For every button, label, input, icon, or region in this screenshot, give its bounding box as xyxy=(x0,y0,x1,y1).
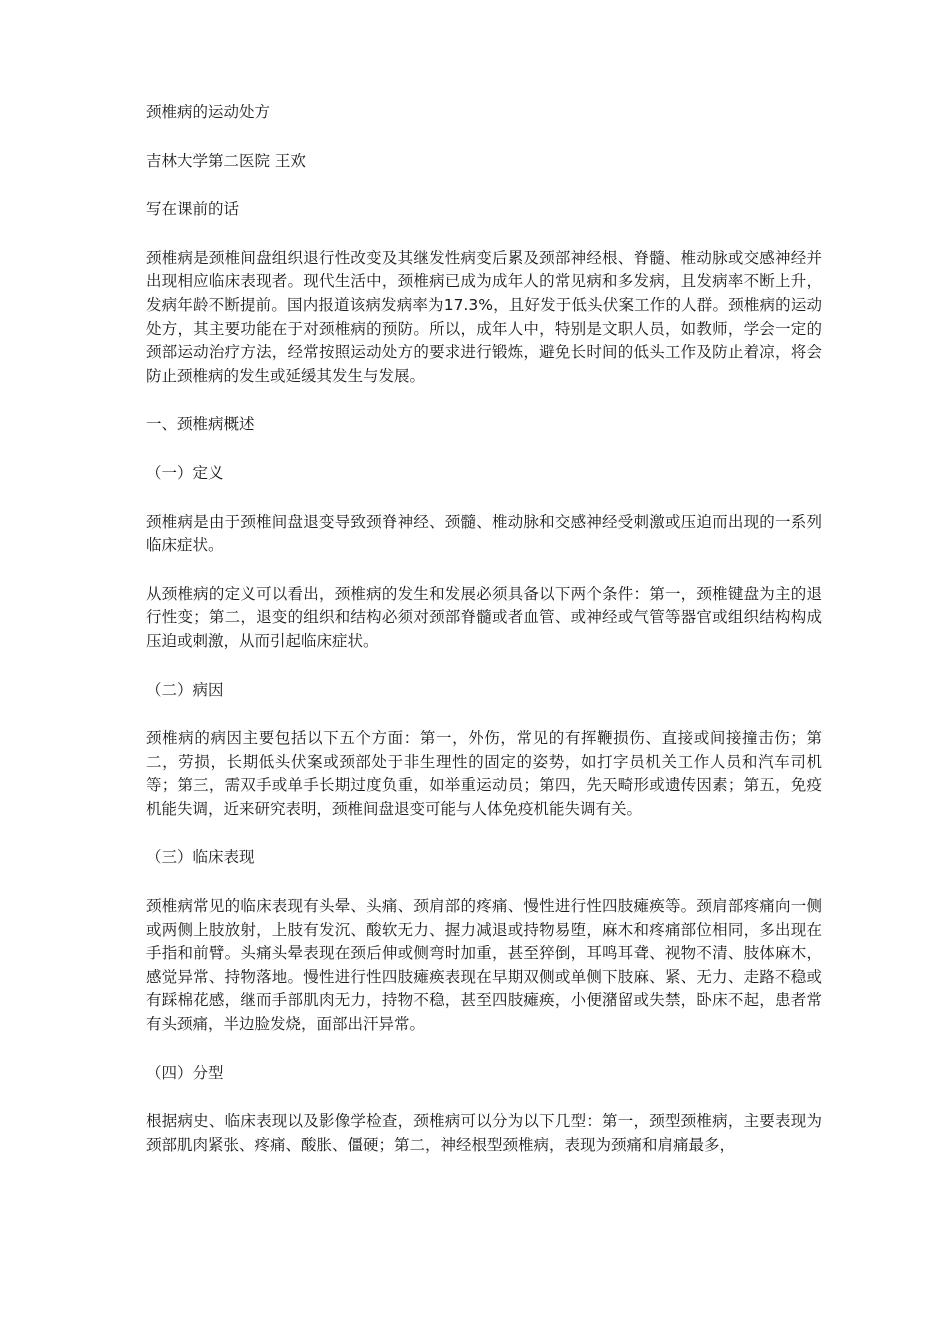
intro-paragraph: 颈椎病是颈椎间盘组织退行性改变及其继发性病变后累及颈部神经根、脊髓、椎动脉或交感神经并出现相应临床表现者。现代生活中，颈椎病已成为成年人的常见病和多发病，且发病率不断上升，发病年龄不断提前。国内报道该病发病率为17.3%，且好发于低头伏案工作的人群。颈椎病的运动处方，其主要功能在于对颈椎病的预防。所以，成年人中，特别是文职人员，如教师，学会一定的颈部运动治疗方法，经常按照运动处方的要求进行锻炼，避免长时间的低头工作及防止着凉，将会防止颈椎病的发生或延缓其发生与发展。 xyxy=(146,248,822,385)
definition-conditions-paragraph: 从颈椎病的定义可以看出，颈椎病的发生和发展必须具备以下两个条件：第一，颈椎键盘为主的退行性变；第二，退变的组织和结构必须对颈部脊髓或者血管、或神经或气管等器官或组织结构构成压迫或刺激，从而引起临床症状。 xyxy=(146,584,822,650)
subsection-heading-symptoms: （三）临床表现 xyxy=(146,848,255,867)
symptoms-paragraph: 颈椎病常见的临床表现有头晕、头痛、颈肩部的疼痛、慢性进行性四肢瘫痪等。颈肩部疼痛向一侧或两侧上肢放射，上肢有发沉、酸软无力、握力减退或持物易堕，麻木和疼痛部位相同，多出现在手指和前臂。头痛头晕表现在颈后伸或侧弯时加重，甚至猝倒，耳鸣耳聋、视物不清、肢体麻木，感觉异常、持物落地。慢性进行性四肢瘫痪表现在早期双侧或单侧下肢麻、紧、无力、走路不稳或有踩棉花感，继而手部肌肉无力，持物不稳，甚至四肢瘫痪，小便潴留或失禁，卧床不起，患者常有头颈痛，半边脸发烧，面部出汗异常。 xyxy=(146,897,822,1034)
section-heading-overview: 一、颈椎病概述 xyxy=(146,415,255,434)
document-author: 吉林大学第二医院 王欢 xyxy=(146,151,306,170)
types-paragraph: 根据病史、临床表现以及影像学检查，颈椎病可以分为以下几型：第一，颈型颈椎病，主要表现为颈部肌肉紧张、疼痛、酸胀、僵硬；第二，神经根型颈椎病，表现为颈痛和肩痛最多， xyxy=(146,1112,822,1154)
definition-paragraph: 颈椎病是由于颈椎间盘退变导致颈脊神经、颈髓、椎动脉和交感神经受刺激或压迫而出现的一系列临床症状。 xyxy=(146,512,822,555)
preface-heading: 写在课前的话 xyxy=(146,200,240,219)
subsection-heading-definition: （一）定义 xyxy=(146,463,224,482)
causes-paragraph: 颈椎病的病因主要包括以下五个方面：第一，外伤，常见的有挥鞭损伤、直接或间接撞击伤；第二，劳损，长期低头伏案或颈部处于非生理性的固定的姿势，如打字员机关工作人员和汽车司机等；第三，需双手或单手长期过度负重，如举重运动员；第四，先天畸形或遗传因素；第五，免疫机能失调，近来研究表明，颈椎间盘退变可能与人体免疫机能失调有关。 xyxy=(146,729,822,818)
document-page xyxy=(146,101,822,1182)
subsection-heading-types: （四）分型 xyxy=(146,1063,224,1082)
subsection-heading-causes: （二）病因 xyxy=(146,680,224,699)
document-title: 颈椎病的运动处方 xyxy=(146,103,271,121)
